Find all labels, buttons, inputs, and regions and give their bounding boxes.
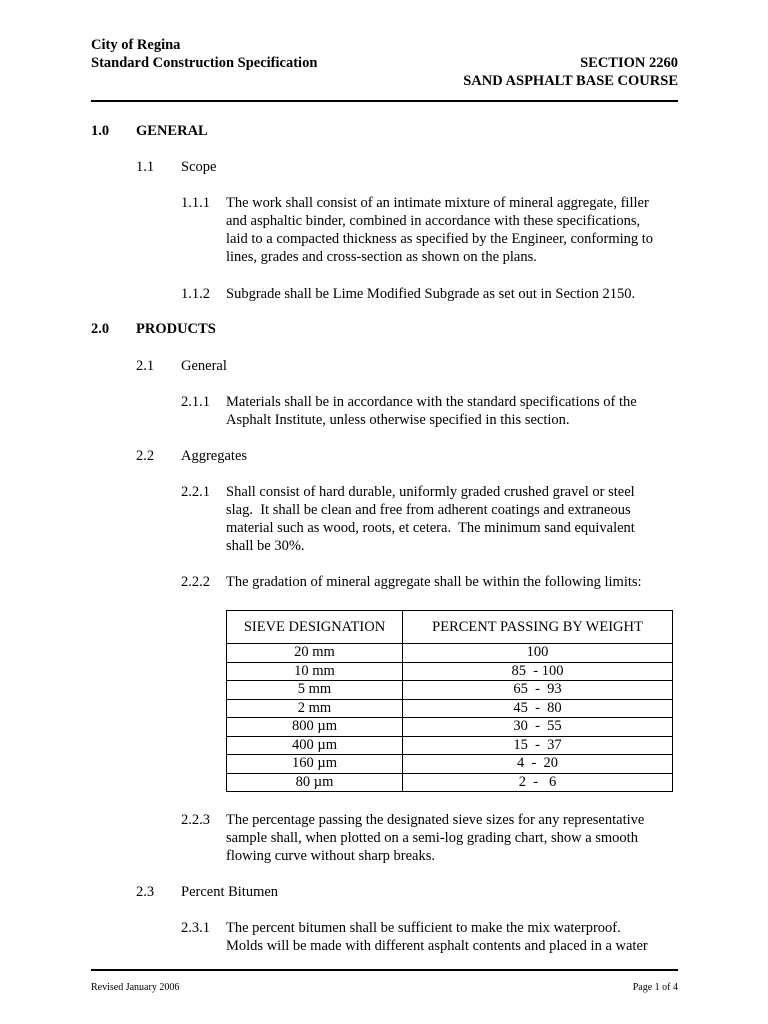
percent-cell: 4 - 20	[403, 755, 673, 774]
percent-cell: 30 - 55	[403, 718, 673, 737]
sieve-cell: 2 mm	[227, 699, 403, 718]
percent-cell: 2 - 6	[403, 773, 673, 792]
clause-2-2-1-line-4: shall be 30%.	[226, 538, 305, 554]
table-header-row	[227, 611, 673, 644]
heading-1-number: 1.0	[91, 123, 110, 139]
subheading-1-1-number: 1.1	[136, 159, 155, 175]
table-row	[227, 773, 673, 792]
sieve-cell: 5 mm	[227, 681, 403, 700]
sieve-cell: 80 µm	[227, 773, 403, 792]
table-row	[227, 699, 673, 718]
clause-2-2-3-line-1: The percentage passing the designated sieve sizes for any representative	[226, 812, 645, 828]
section-number: SECTION 2260	[580, 55, 678, 71]
subheading-2-1-title: General	[181, 358, 227, 374]
header-divider	[91, 100, 678, 102]
clause-2-2-2-text: The gradation of mineral aggregate shall be within the following limits:	[226, 574, 642, 590]
clause-1-1-1-line-1: The work shall consist of an intimate mixture of mineral aggregate, filler	[226, 195, 649, 211]
table-row	[227, 662, 673, 681]
clause-2-3-1-number: 2.3.1	[181, 920, 210, 936]
percent-cell: 65 - 93	[403, 681, 673, 700]
table-row	[227, 644, 673, 663]
subheading-1-1-title: Scope	[181, 159, 217, 175]
clause-1-1-1-line-2: and asphaltic binder, combined in accordance with these specifications,	[226, 213, 641, 229]
heading-1-title: GENERAL	[136, 123, 208, 139]
heading-2-number: 2.0	[91, 321, 110, 337]
percent-cell: 45 - 80	[403, 699, 673, 718]
clause-1-1-1-number: 1.1.1	[181, 195, 210, 211]
clause-1-1-2-text: Subgrade shall be Lime Modified Subgrade as set out in Section 2150.	[226, 286, 636, 302]
clause-2-2-3-line-3: flowing curve without sharp breaks.	[226, 848, 435, 864]
sieve-cell: 800 µm	[227, 718, 403, 737]
percent-cell: 15 - 37	[403, 736, 673, 755]
heading-2-title: PRODUCTS	[136, 321, 216, 337]
document-title: Standard Construction Specification	[91, 55, 318, 71]
clause-2-2-1-number: 2.2.1	[181, 484, 210, 500]
subheading-2-3-number: 2.3	[136, 884, 155, 900]
footer-divider	[91, 969, 678, 971]
clause-2-2-2-number: 2.2.2	[181, 574, 210, 590]
sieve-cell: 20 mm	[227, 644, 403, 663]
clause-2-1-1-line-1: Materials shall be in accordance with the standard specifications of the	[226, 394, 637, 410]
column-header-percent: PERCENT PASSING BY WEIGHT	[403, 611, 673, 644]
org-name: City of Regina	[91, 37, 181, 53]
sieve-cell: 400 µm	[227, 736, 403, 755]
gradation-table	[226, 610, 673, 792]
table-row	[227, 736, 673, 755]
clause-2-3-1-line-1: The percent bitumen shall be sufficient to make the mix waterproof.	[226, 920, 621, 936]
clause-2-2-1-line-3: material such as wood, roots, et cetera. The minimum sand equivalent	[226, 520, 635, 536]
clause-2-2-3-number: 2.2.3	[181, 812, 210, 828]
clause-1-1-1-line-4: lines, grades and cross-section as shown on the plans.	[226, 249, 537, 265]
column-header-sieve: SIEVE DESIGNATION	[227, 611, 403, 644]
percent-cell: 85 - 100	[403, 662, 673, 681]
table-row	[227, 681, 673, 700]
subheading-2-2-title: Aggregates	[181, 448, 248, 464]
clause-2-1-1-number: 2.1.1	[181, 394, 210, 410]
revision-date: Revised January 2006	[91, 982, 180, 993]
subheading-2-3-title: Percent Bitumen	[181, 884, 279, 900]
table-row	[227, 755, 673, 774]
clause-2-2-1-line-1: Shall consist of hard durable, uniformly graded crushed gravel or steel	[226, 484, 635, 500]
sieve-cell: 10 mm	[227, 662, 403, 681]
clause-1-1-1-line-3: laid to a compacted thickness as specified by the Engineer, conforming to	[226, 231, 654, 247]
clause-2-3-1-line-2: Molds will be made with different asphalt contents and placed in a water	[226, 938, 648, 954]
table-row	[227, 718, 673, 737]
percent-cell: 100	[403, 644, 673, 663]
clause-2-2-1-line-2: slag. It shall be clean and free from adherent coatings and extraneous	[226, 502, 631, 518]
subheading-2-2-number: 2.2	[136, 448, 155, 464]
section-title: SAND ASPHALT BASE COURSE	[463, 73, 678, 89]
subheading-2-1-number: 2.1	[136, 358, 155, 374]
clause-2-2-3-line-2: sample shall, when plotted on a semi-log grading chart, show a smooth	[226, 830, 638, 846]
page-number: Page 1 of 4	[632, 982, 678, 993]
sieve-cell: 160 µm	[227, 755, 403, 774]
clause-1-1-2-number: 1.1.2	[181, 286, 210, 302]
clause-2-1-1-line-2: Asphalt Institute, unless otherwise specified in this section.	[226, 412, 570, 428]
